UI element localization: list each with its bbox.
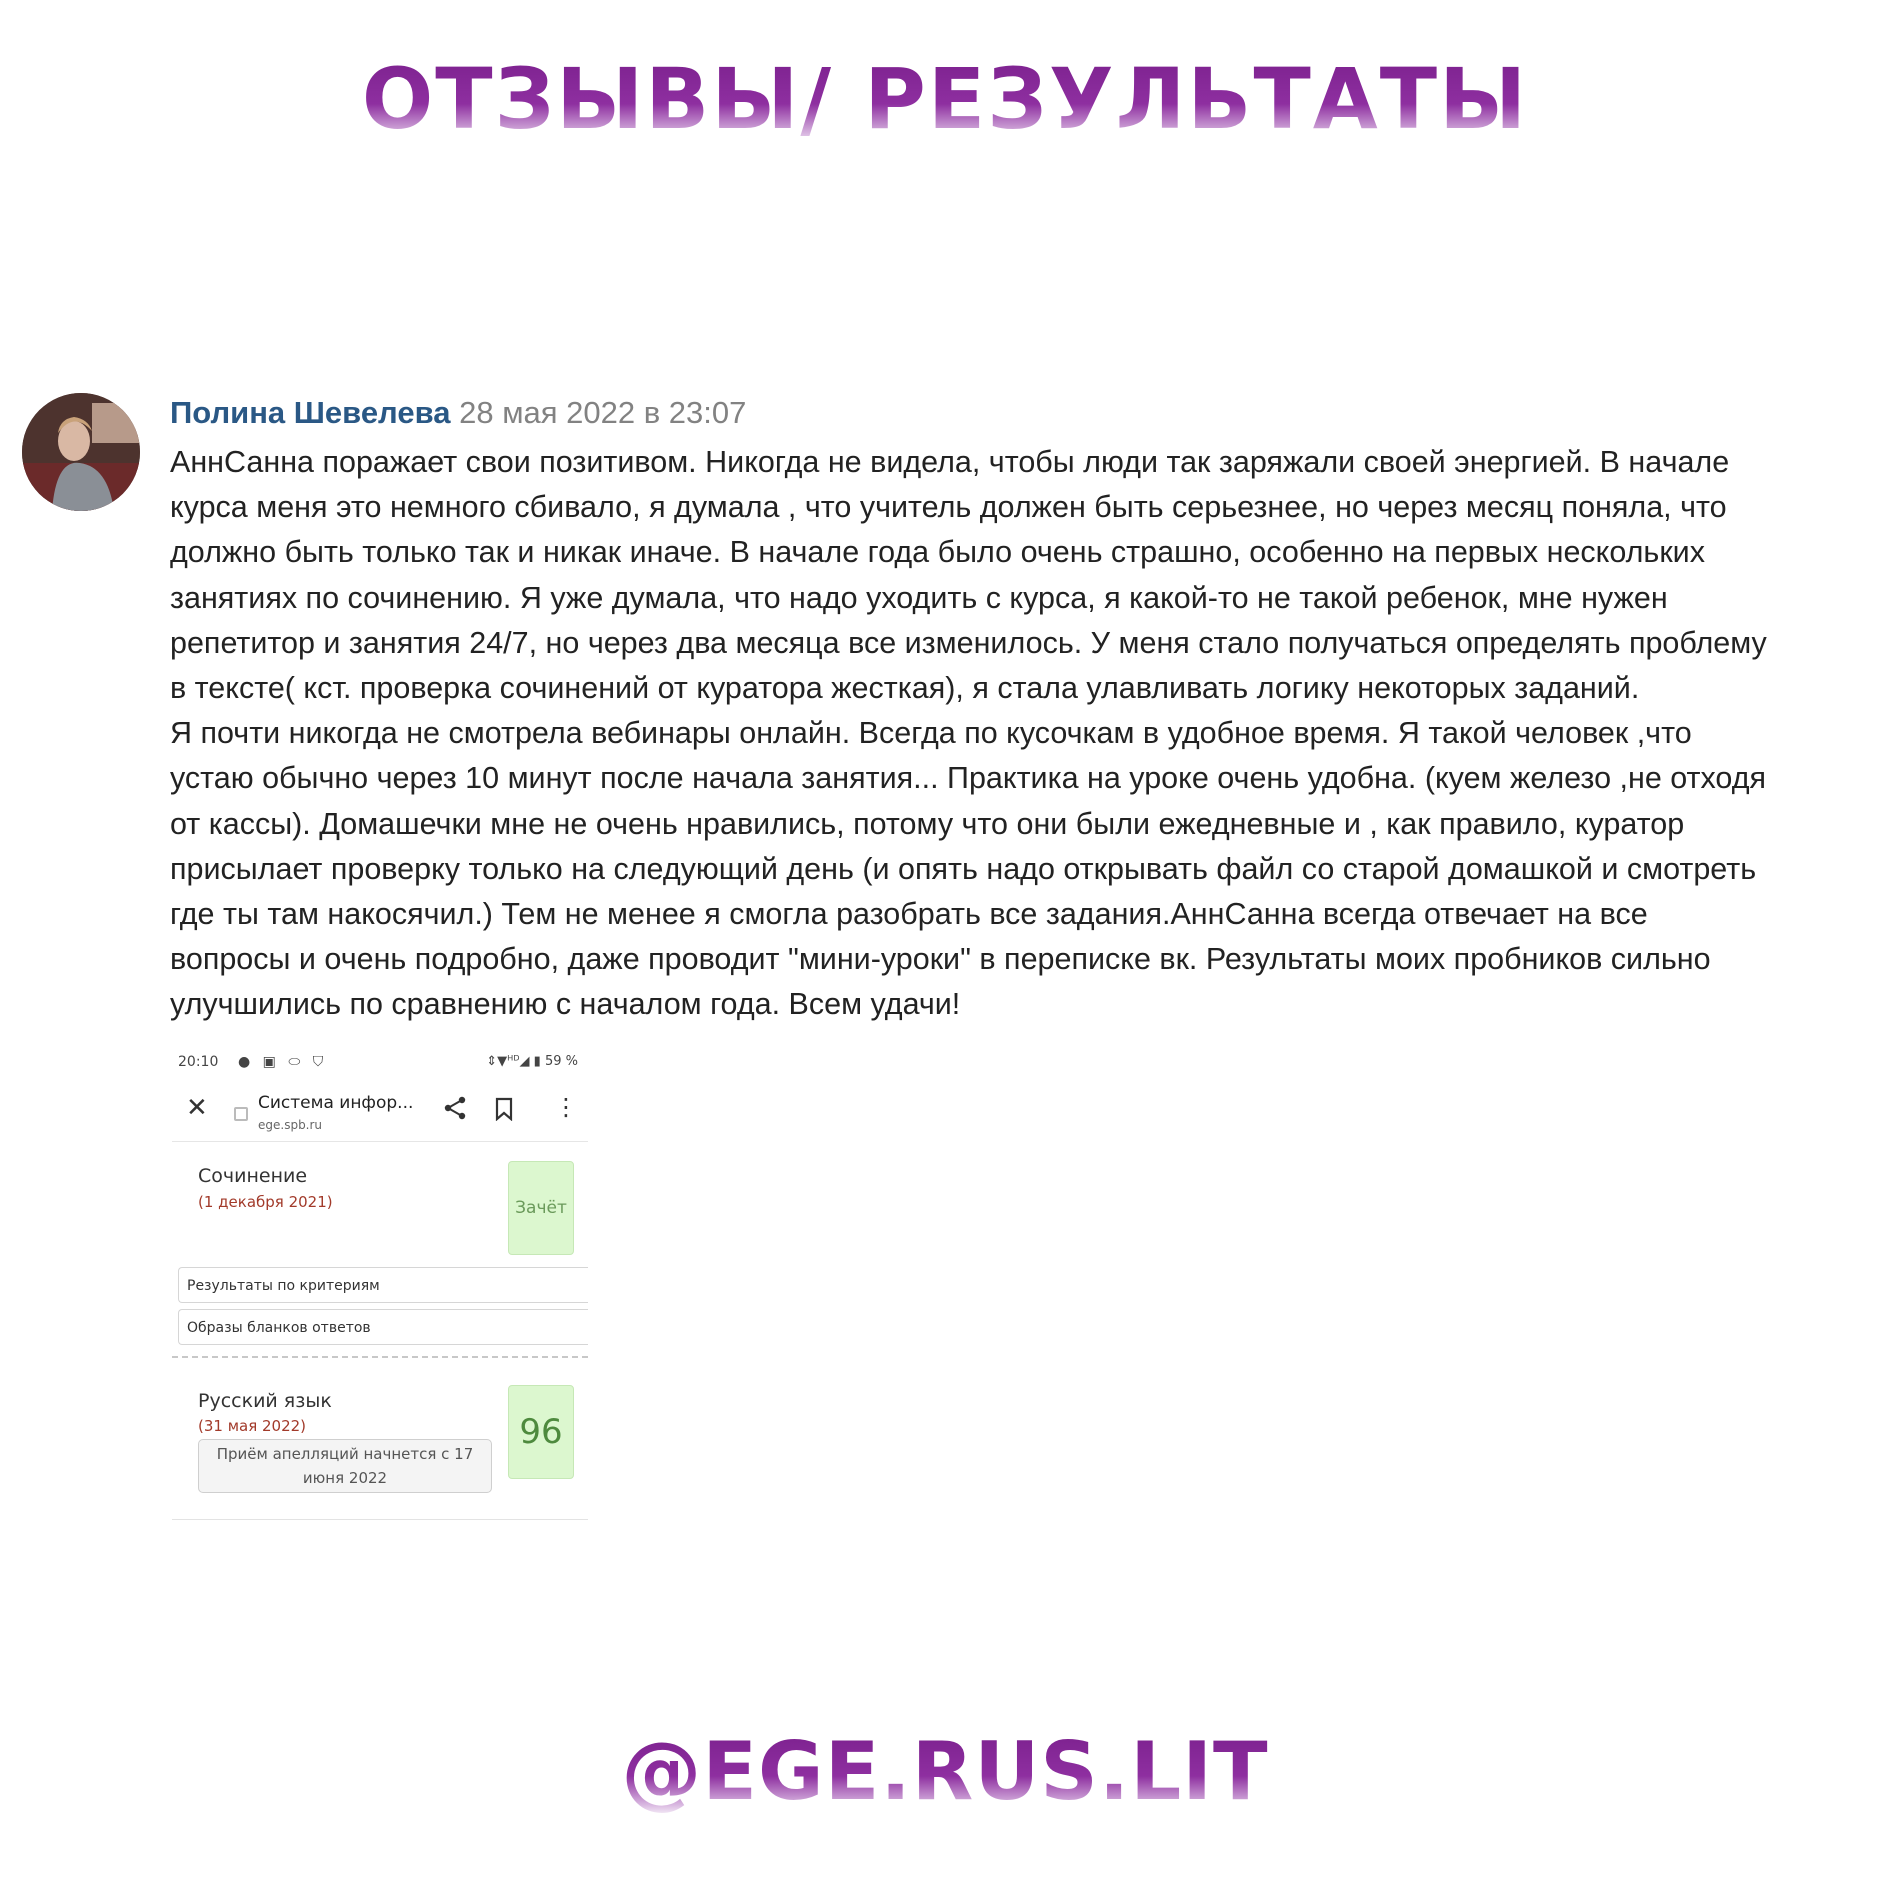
post-text-line: улучшились по сравнению с началом года. Всем удачи! (170, 987, 961, 1022)
post-text-line: занятиях по сочинению. Я уже думала, что надо уходить с курса, я какой-то не такой ребенок, мне нужен (170, 580, 1668, 615)
post-text-line: курса меня это немного сбивало, я думала , что учитель должен быть серьезнее, но через месяц поняла, что (170, 490, 1727, 525)
post-text-line: устаю обычно через 10 минут после начала занятия... Практика на уроке очень удобна. (куем железо ,не отходя (170, 761, 1767, 796)
bookmark-icon[interactable] (494, 1097, 514, 1121)
author-avatar[interactable] (22, 393, 140, 511)
post-text-line: присылает проверку только на следующий день (и опять надо открывать файл со старой домашкой и смотреть (170, 851, 1757, 886)
appeal-notice: Приём апелляций начнется с 17 июня 2022 (198, 1439, 492, 1493)
essay-result-badge: Зачёт (508, 1161, 574, 1255)
lock-icon (234, 1107, 248, 1121)
post-text-line: в тексте( кст. проверка сочинений от куратора жесткая), я стала улавливать логику некоторых заданий. (170, 671, 1640, 706)
post-date-link[interactable]: 28 мая 2022 в 23:07 (459, 395, 747, 430)
post-text-line: Я почти никогда не смотрела вебинары онлайн. Всегда по кусочкам в удобное время. Я такой человек ,что (170, 716, 1692, 751)
phone-status-bar (178, 1054, 582, 1078)
browser-toolbar (172, 1089, 588, 1142)
post-text-line: АннСанна поражает свои позитивом. Никогда не видела, чтобы люди так заряжали своей энергией. В начале (170, 445, 1730, 479)
attached-screenshot[interactable] (172, 1045, 588, 1523)
exam-title-russian: Русский язык (198, 1390, 332, 1412)
post-text (170, 440, 1830, 1028)
post-header (170, 393, 746, 433)
russian-score-badge: 96 (508, 1385, 574, 1479)
more-options-icon[interactable]: ⋮ (554, 1093, 578, 1121)
avatar-photo-icon (22, 393, 140, 511)
post-text-line: должно быть только так и никак иначе. В начале года было очень страшно, особенно на первых нескольких (170, 535, 1705, 570)
exam-date-russian: (31 мая 2022) (198, 1417, 307, 1435)
bottom-divider (172, 1519, 588, 1520)
post-text-line: где ты там накосячил.) Тем не менее я смогла разобрать все задания.АннСанна всегда отвечает на все (170, 897, 1648, 932)
browser-page-title: Система инфор... (258, 1093, 414, 1113)
battery-signal-icons: ⇕▼ᴴᴰ◢ ▮ 59 % (486, 1054, 578, 1069)
browser-page-url: ege.spb.ru (258, 1118, 323, 1132)
author-name-link[interactable]: Полина Шевелева (170, 395, 451, 430)
post-text-line: вопросы и очень подробно, даже проводит "мини-уроки" в переписке вк. Результаты моих пробников сильно (170, 942, 1711, 977)
instagram-handle: @EGE.RUS.LIT (0, 1725, 1890, 1818)
post-text-line: от кассы). Домашечки мне не очень нравились, потому что они были ежедневные и , как правило, куратор (170, 806, 1685, 841)
section-divider (172, 1356, 588, 1358)
exam-title-essay: Сочинение (198, 1165, 308, 1187)
criteria-results-link[interactable]: Результаты по критериям (178, 1267, 588, 1303)
status-time: 20:10 (178, 1054, 219, 1070)
exam-date-essay: (1 декабря 2021) (198, 1193, 333, 1211)
share-icon[interactable] (442, 1095, 468, 1121)
page-heading: ОТЗЫВЫ/ РЕЗУЛЬТАТЫ (0, 50, 1890, 148)
post-text-line: репетитор и занятия 24/7, но через два месяца все изменилось. У меня стало получаться определять проблему (170, 625, 1767, 660)
answer-forms-link[interactable]: Образы бланков ответов (178, 1309, 588, 1345)
close-icon[interactable]: ✕ (186, 1093, 208, 1123)
notification-icons: ● ▣ ⬭ ⛉ (238, 1054, 328, 1070)
